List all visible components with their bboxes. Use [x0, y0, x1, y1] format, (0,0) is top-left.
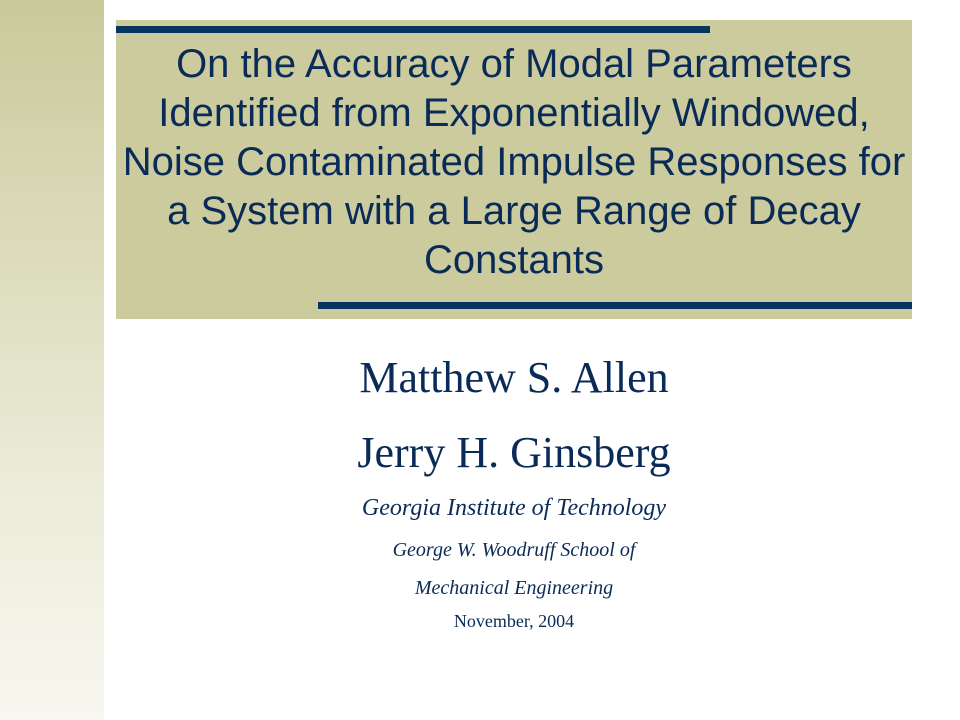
- author-name: Jerry H. Ginsberg: [357, 428, 671, 477]
- presentation-date: November, 2004: [453, 611, 575, 631]
- school-line: George W. Woodruff School of: [392, 539, 636, 561]
- title-top-rule: [116, 26, 710, 33]
- school-line: Mechanical Engineering: [414, 577, 614, 599]
- institution: Georgia Institute of Technology: [361, 495, 667, 521]
- side-gradient-band: [0, 0, 104, 720]
- author-name: Matthew S. Allen: [359, 353, 669, 402]
- slide-title: On the Accuracy of Modal Parameters Identified from Exponentially Windowed, Noise Contaminated Impulse Responses for a System with a Large Range of Decay Constants: [122, 42, 906, 282]
- title-bottom-rule: [318, 302, 912, 309]
